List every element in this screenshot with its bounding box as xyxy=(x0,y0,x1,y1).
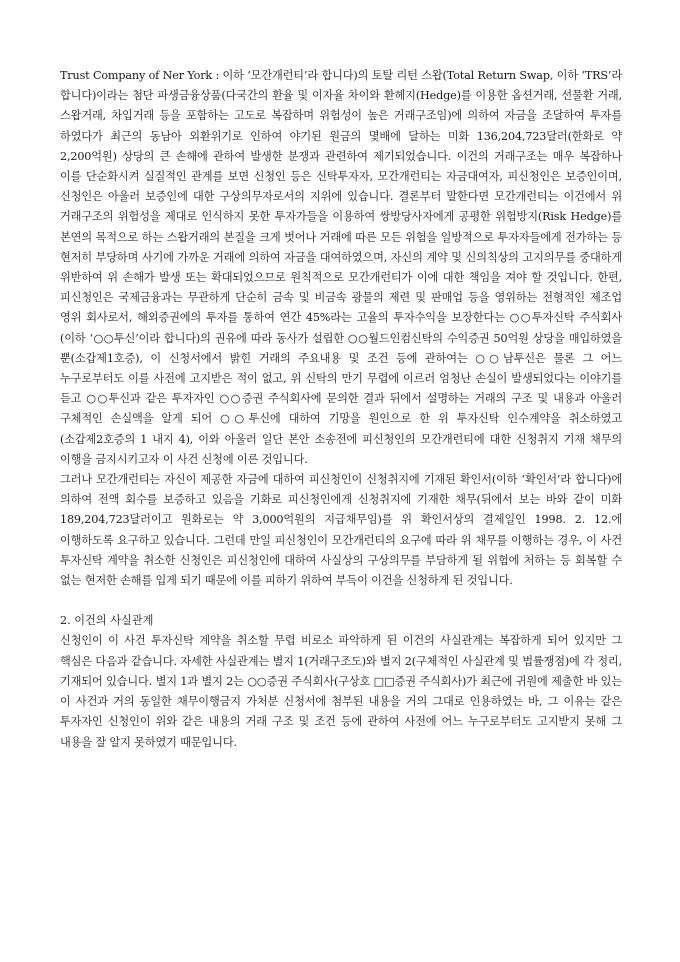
section-heading: 2. 이건의 사실관계 xyxy=(60,614,154,628)
body-paragraph-2: 그러나 모간개런티는 자신이 제공한 자금에 대하여 피신청인이 신청취지에 기재된 확인서(이하 ‘확인서’라 합니다)에 의하여 전액 회수를 보증하고 있음을 기화로 피신청인에게 신청취지에 기재한 채무(뒤에서 보는 바와 같이 미화 189,204,723달러이고 원화로는 약 3,000억원의 지급채무임)를 위 확인서상의 결제일인 1998. 2. 12.에 이행하도록 요구하고 있습니다. 그런데 만일 피신청인이 모간개런티의 요구에 따라 위 채무를 이행하는 경우, 이 사건 투자신탁 계약을 취소한 신청인은 피신청인에 대하여 사실상의 구상의무를 부담하게 될 위험에 처하는 등 회복할 수 없는 현저한 손해를 입게 되기 때문에 이를 피하기 위하여 부득이 이건을 신청하게 된 것입니다. xyxy=(60,473,622,588)
section-spacer xyxy=(60,591,622,611)
section-paragraph: 신청인이 이 사건 투자신탁 계약을 취소할 무렵 비로소 파악하게 된 이건의 사실관계는 복잡하게 되어 있지만 그 핵심은 다음과 같습니다. 자세한 사실관계는 별지 1(거래구조도)와 별지 2(구체적인 사실관계 및 법률쟁점)에 각 정리, 기재되어 있습니다. 별지 1과 별지 2는 ○○증권 주식회사(구상호 □□증권 주식회사)가 최근에 귀원에 제출한 바 있는 이 사건과 거의 동일한 채무이행금지 가처분 신청서에 첨부된 내용을 거의 그대로 인용하였는 바, 그 이유는 같은 투자자인 신청인이 위와 같은 내용의 거래 구조 및 조건 등에 관하여 사전에 어느 누구로부터도 고지받지 못해 그 내용을 잘 알지 못하였기 때문입니다. xyxy=(60,634,622,749)
body-paragraph-1: Trust Company of Ner York : 이하 ‘모간개런티’라 합니다)의 토탈 리턴 스왑(Total Return Swap, 이하 ‘TRS’라 합니다)이라는 첨단 파생금융상품(다국간의 환율 및 이자율 차이와 환헤지(Hedge)를 이용한 옵션거래, 선물환 거래, 스왑거래, 차입거래 등을 포함하는 고도로 복잡하며 위험성이 높은 거래구조임)에 의하여 자금을 조달하여 투자를 하였다가 최근의 동남아 외환위기로 인하여 야기된 원금의 몇배에 달하는 미화 136,204,723달러(한화로 약 2,200억원) 상당의 큰 손해에 관하여 발생한 분쟁과 관련하여 제기되었습니다. 이건의 거래구조는 매우 복잡하나 이를 단순화시켜 실질적인 관계를 보면 신청인 등은 신탁투자자, 모간개런티는 자금대여자, 피신청인은 보증인이며, 신청인은 아울러 보증인에 대한 구상의무자로서의 지위에 있습니다. 결론부터 말한다면 모간개런티는 이건에서 위 거래구조의 위험성을 제대로 인식하지 못한 투자가들을 이용하여 쌍방당사자에게 공평한 위험방지(Risk Hedge)를 본연의 목적으로 하는 스왑거래의 본질을 크게 벗어나 거래에 따른 모든 위험을 일방적으로 투자자들에게 전가하는 등 현저히 부당하며 사기에 가까운 거래에 의하여 자금을 대여하였으며, 자신의 계약 및 신의칙상의 고지의무를 중대하게 위반하여 위 손해가 발생 또는 확대되었으므로 원칙적으로 모간개런티가 이에 대한 책임을 져야 할 것입니다. 한편, 피신청인은 국제금융과는 무관하게 단순히 금속 및 비금속 광물의 제련 및 판매업 등을 영위하는 전형적인 제조업 영위 회사로서, 해외증권에의 투자를 통하여 연간 45%라는 고율의 투자수익을 보장한다는 ○○투자신탁 주식회사(이하 ‘○○투신’이라 합니다)의 권유에 따라 동사가 설립한 ○○월드인컴신탁의 수익증권 50억원 상당을 매입하였을 뿐(소갑제1호증), 이 신청서에서 밝힌 거래의 주요내용 및 조건 등에 관하여는 ○○남투신은 물론 그 어느 누구로부터도 이를 사전에 고지받은 적이 없고, 위 신탁의 만기 무렵에 이르러 엄청난 손실이 발생되었다는 이야기를 듣고 ○○투신과 같은 투자자인 ○○증권 주식회사에 문의한 결과 뒤에서 설명하는 거래의 구조 및 내용과 아울러 구체적인 손실액을 알게 되어 ○○투신에 대하여 기망을 원인으로 한 위 투자신탁 인수계약을 취소하였고(소갑제2호증의 1 내지 4), 이와 아울러 일단 본안 소송전에 피신청인의 모간개런티에 대한 신청취지 기재 채무의 이행을 금지시키고자 이 사건 신청에 이른 것입니다. xyxy=(60,69,622,466)
